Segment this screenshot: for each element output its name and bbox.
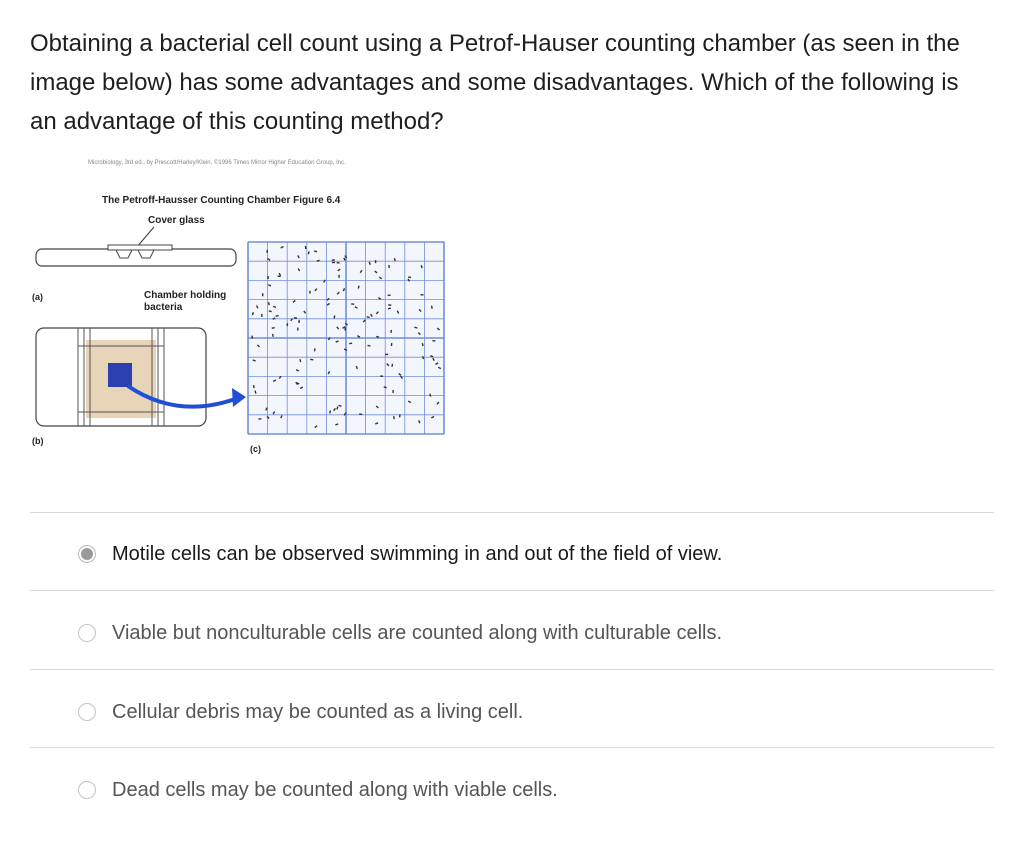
bacterium-mark <box>388 308 391 309</box>
bacterium-mark <box>430 394 431 397</box>
bacterium-mark <box>269 302 270 305</box>
bacterium-mark <box>349 343 352 344</box>
bacterium-mark <box>269 311 272 312</box>
bacterium-mark <box>414 327 417 328</box>
answer-option-3[interactable] <box>78 697 523 727</box>
radio-button[interactable] <box>78 624 96 642</box>
bacterium-mark <box>335 424 338 425</box>
radio-dot <box>81 548 93 560</box>
bacterium-mark <box>376 336 379 337</box>
answer-option-label: Viable but nonculturable cells are counted along with culturable cells. <box>112 621 723 644</box>
radio-button-selected[interactable] <box>78 545 96 563</box>
bacterium-mark <box>314 348 315 351</box>
chamber-side-view <box>36 249 236 266</box>
panel-c-label: (c) <box>250 444 261 454</box>
bacterium-mark <box>394 258 395 261</box>
magnified-grid <box>248 242 444 434</box>
bacterium-mark <box>255 391 256 394</box>
divider <box>30 747 994 748</box>
bacterium-mark <box>336 341 339 342</box>
answer-option-label: Cellular debris may be counted as a living cell. <box>112 700 524 723</box>
bacterium-mark <box>421 265 422 268</box>
bacterium-mark <box>432 306 433 309</box>
bacterium-mark <box>392 364 393 367</box>
bacterium-mark <box>308 251 309 254</box>
answer-option-label: Motile cells can be observed swimming in and out of the field of view. <box>112 542 723 565</box>
radio-button[interactable] <box>78 703 96 721</box>
chamber-center-grid <box>108 363 132 387</box>
answer-option-2[interactable] <box>78 618 722 648</box>
bacterium-mark <box>391 330 392 333</box>
answer-option-4[interactable] <box>78 775 558 805</box>
panel-b-label: (b) <box>32 436 44 446</box>
bacterium-mark <box>384 387 387 388</box>
bacterium-mark <box>253 360 256 361</box>
figure-title: The Petroff-Hausser Counting Chamber Figure 6.4 <box>102 195 341 206</box>
bacterium-mark <box>276 316 279 317</box>
radio-button[interactable] <box>78 781 96 799</box>
bacterium-mark <box>339 405 342 406</box>
bacterium-mark <box>266 408 267 411</box>
bacterium-mark <box>310 359 313 360</box>
bacterium-mark <box>358 286 359 289</box>
bacterium-mark <box>356 366 357 369</box>
cover-glass-label: Cover glass <box>148 215 205 226</box>
cover-glass-shape <box>108 245 172 250</box>
bacterium-mark <box>300 359 301 362</box>
panel-a-label: (a) <box>32 292 43 302</box>
bacterium-mark <box>369 262 370 265</box>
bacterium-mark <box>330 411 331 414</box>
question-text: Obtaining a bacterial cell count using a Petrof-Hauser counting chamber (as seen in the image below) has some advantages and some disadvantages. Which of the following is an advantage of this counting method? <box>30 30 960 135</box>
bacterium-mark <box>423 356 424 359</box>
bacterium-mark <box>273 334 274 337</box>
answer-option-label: Dead cells may be counted along with viable cells. <box>112 778 558 801</box>
chamber-label-1: Chamber holding <box>144 290 227 301</box>
chamber-label-2: bacteria <box>144 302 183 313</box>
divider <box>30 590 994 591</box>
bacterium-mark <box>253 312 254 315</box>
divider <box>30 669 994 670</box>
bacterium-mark <box>337 407 338 410</box>
answer-option-1[interactable] <box>78 539 722 569</box>
divider <box>30 512 994 513</box>
zoom-arrowhead <box>232 388 246 407</box>
bacterium-mark <box>422 343 423 346</box>
figure-credit: Microbiology, 3rd ed., by Prescott/Harley/Klein, ©1996 Times Mirror Higher Education Group, Inc. <box>88 160 346 166</box>
bacterium-mark <box>367 317 370 318</box>
figure-illustration <box>28 150 448 465</box>
bacterium-mark <box>314 251 317 252</box>
bacterium-mark <box>273 306 276 307</box>
bacterium-mark <box>344 349 347 350</box>
petroff-hausser-figure <box>28 150 448 465</box>
